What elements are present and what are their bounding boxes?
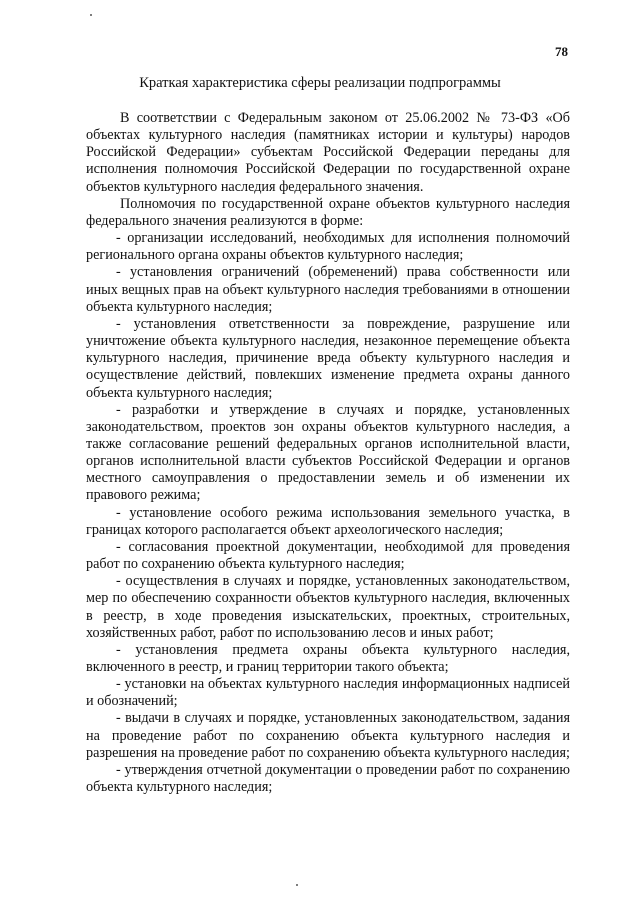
list-item: - утверждения отчетной документации о проведении работ по сохранению объекта культурного наследия; (86, 761, 570, 796)
list-item: - установления предмета охраны объекта культурного наследия, включенного в реестр, и границ территории такого объекта; (86, 641, 570, 675)
list-item: - установки на объектах культурного наследия информационных надписей и обозначений; (86, 676, 570, 710)
list-item: - осуществления в случаях и порядке, установленных законодательством, мер по обеспечению сохранности объектов культурного наследия, включенных в реестр, в ходе проведения изыскательских, проектных, строительных, хозяйственных работ, работ по использованию лесов и иных работ; (86, 573, 570, 641)
document-body (86, 110, 570, 796)
list-item: - установления ответственности за повреждение, разрушение или уничтожение объекта культурного наследия, незаконное перемещение объекта культурного наследия, причинение вреда объекту культурного наследия и осуществление действий, повлекших изменение предмета охраны данного объекта культурного наследия; (86, 315, 570, 401)
page-title: Краткая характеристика сферы реализации подпрограммы (139, 75, 501, 91)
list-item: - организации исследований, необходимых для исполнения полномочий регионального органа охраны объектов культурного наследия; (86, 230, 570, 264)
list-item: - разработки и утверждение в случаях и порядке, установленных законодательством, проектов зон охраны объектов культурного наследия, а также согласование решений федеральных органов исполнительной власти, органов исполнительной власти субъектов Российской Федерации и органов местного самоуправления о предоставлении земель и об изменении их правового режима; (86, 401, 570, 504)
intro-paragraph: В соответствии с Федеральным законом от 25.06.2002 № 73-ФЗ «Об объектах культурного наследия (памятниках истории и культуры) народов Российской Федерации» субъектам Российской Федерации переданы для исполнения полномочия Российской Федерации по государственной охране объектов культурного наследия федерального значения. (86, 110, 570, 195)
scan-speck (296, 884, 298, 886)
list-item: - выдачи в случаях и порядке, установленных законодательством, задания на проведение работ по сохранению объекта культурного наследия и разрешения на проведение работ по сохранению объекта культурного наследия; (86, 710, 570, 761)
page-number: 78 (555, 44, 568, 59)
scan-speck (90, 14, 92, 16)
powers-intro-paragraph: Полномочия по государственной охране объектов культурного наследия федерального значения реализуются в форме: (86, 195, 570, 229)
list-item: - согласования проектной документации, необходимой для проведения работ по сохранению объекта культурного наследия; (86, 538, 570, 573)
list-item: - установления ограничений (обременений) права собственности или иных вещных прав на объект культурного наследия требованиями в отношении объекта культурного наследия; (86, 264, 570, 315)
list-item: - установление особого режима использования земельного участка, в границах которого располагается объект археологического наследия; (86, 504, 570, 538)
